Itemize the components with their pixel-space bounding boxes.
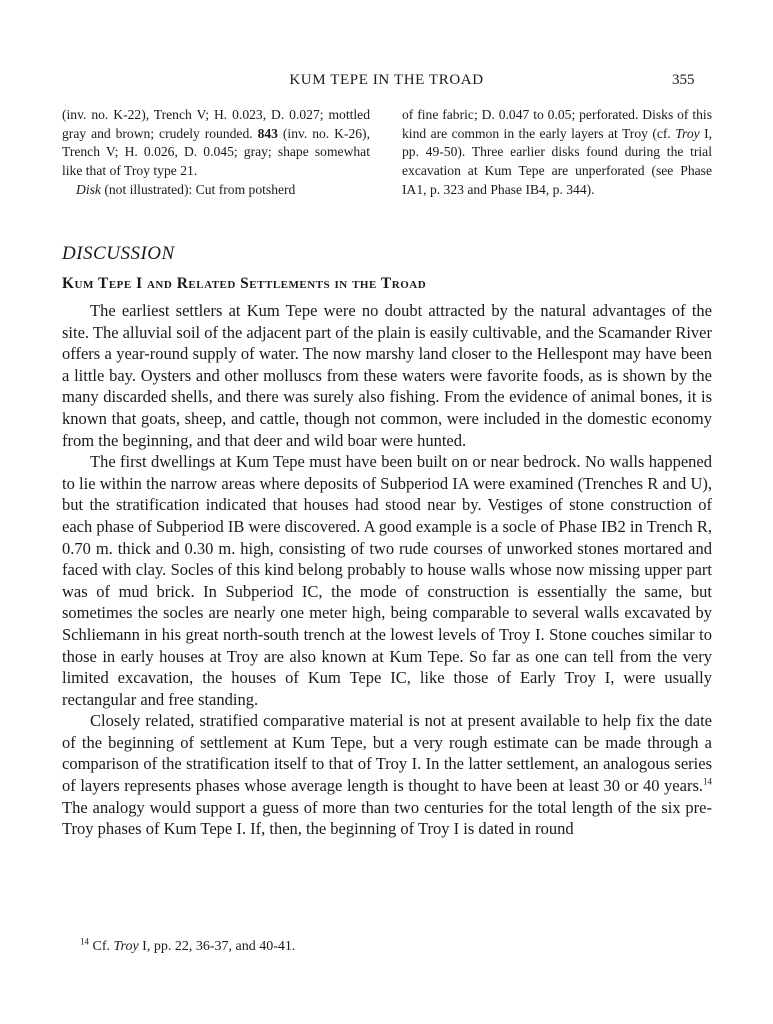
reference-title: Troy	[113, 939, 139, 954]
catalog-entry-continued: of fine fabric; D. 0.047 to 0.05; perforated. Disks of this kind are common in the early layers at Troy (cf. Troy I, pp. 49-50). Three earlier disks found during the trial excavation at Kum Tepe are unperforated (see Phase IA1, p. 323 and Phase IB4, p. 344).	[402, 107, 713, 197]
page-header	[0, 72, 773, 94]
section-title: DISCUSSION	[62, 243, 175, 264]
catalog-entry-disk: Disk (not illustrated): Cut from potsherd	[76, 181, 296, 197]
entry-term: Disk	[76, 181, 101, 197]
reference-title: Troy	[675, 125, 700, 141]
left-column	[62, 106, 370, 200]
catalog-entry: (inv. no. K-22), Trench V; H. 0.023, D. 0.027; mottled gray and brown; crudely rounded. 843 (inv. no. K-26), Trench V; H. 0.026, D. 0.045; gray; shape somewhat like that of Troy type 21.	[62, 107, 370, 179]
paragraph: The first dwellings at Kum Tepe must have been built on or near bedrock. No walls happened to lie within the narrow areas where deposits of Subperiod IA were examined (Trenches R and U), but the stratification indicated that houses had stood near by. Vestiges of stone construction of each phase of Subperiod IB were discovered. A good example is a socle of Phase IB2 in Trench R, 0.70 m. thick and 0.30 m. high, consisting of two rude courses of unworked stones mortared and faced with clay. Socles of this kind belong probably to house walls whose now missing upper part was of mud brick. In Subperiod IC, the mode of construction is essentially the same, but sometimes the socles are nearly one meter high, being comparable to several walls excavated by Schliemann in his great north-south trench at the lowest levels of Troy I. Stone couches similar to those in early houses at Troy are also known at Kum Tepe. So far as one can tell from the very limited excavation, the houses of Kum Tepe IC, like those of Early Troy I, were usually rectangular and free standing.	[62, 452, 712, 709]
catalog-number: 843	[257, 125, 278, 141]
running-head: KUM TEPE IN THE TROAD	[289, 72, 484, 88]
right-column	[402, 106, 712, 200]
paragraph: Closely related, stratified comparative material is not at present available to help fix the date of the beginning of settlement at Kum Tepe, but a very rough estimate can be made through a comparison of the stratification itself to that of Troy I. In the latter settlement, an analogous series of layers represents phases whose average length is thought to have been at least 30 or 40 years.$^{14}$ The analogy would support a guess of more than two centuries for the total length of the six pre-Troy phases of Kum Tepe I. If, then, the beginning of Troy I is dated in round	[62, 711, 712, 839]
page-number: 355	[672, 72, 695, 88]
footnote-marker: 14	[80, 936, 89, 947]
paragraph: The earliest settlers at Kum Tepe were no doubt attracted by the natural advantages of the site. The alluvial soil of the adjacent part of the plain is easily cultivable, and the Scamander River offers a year-round supply of water. The now marshy land closer to the Hellespont may have been a little bay. Oysters and other molluscs from these waters were favorite foods, as is shown by the many discarded shells, and there was surely also fishing. From the evidence of animal bones, it is known that goats, sheep, and cattle, though not common, were included in the domestic economy from the beginning, and that deer and wild boar were hunted.	[62, 301, 712, 450]
subheading: Kum Tepe I and Related Settlements in the Troad	[62, 275, 427, 292]
catalog-columns	[62, 106, 712, 226]
footnote: $^{14}$ Cf. Troy I, pp. 22, 36-37, and 40-41.	[80, 936, 296, 954]
main-body	[62, 242, 712, 840]
footnote-ref: 14	[703, 776, 712, 787]
